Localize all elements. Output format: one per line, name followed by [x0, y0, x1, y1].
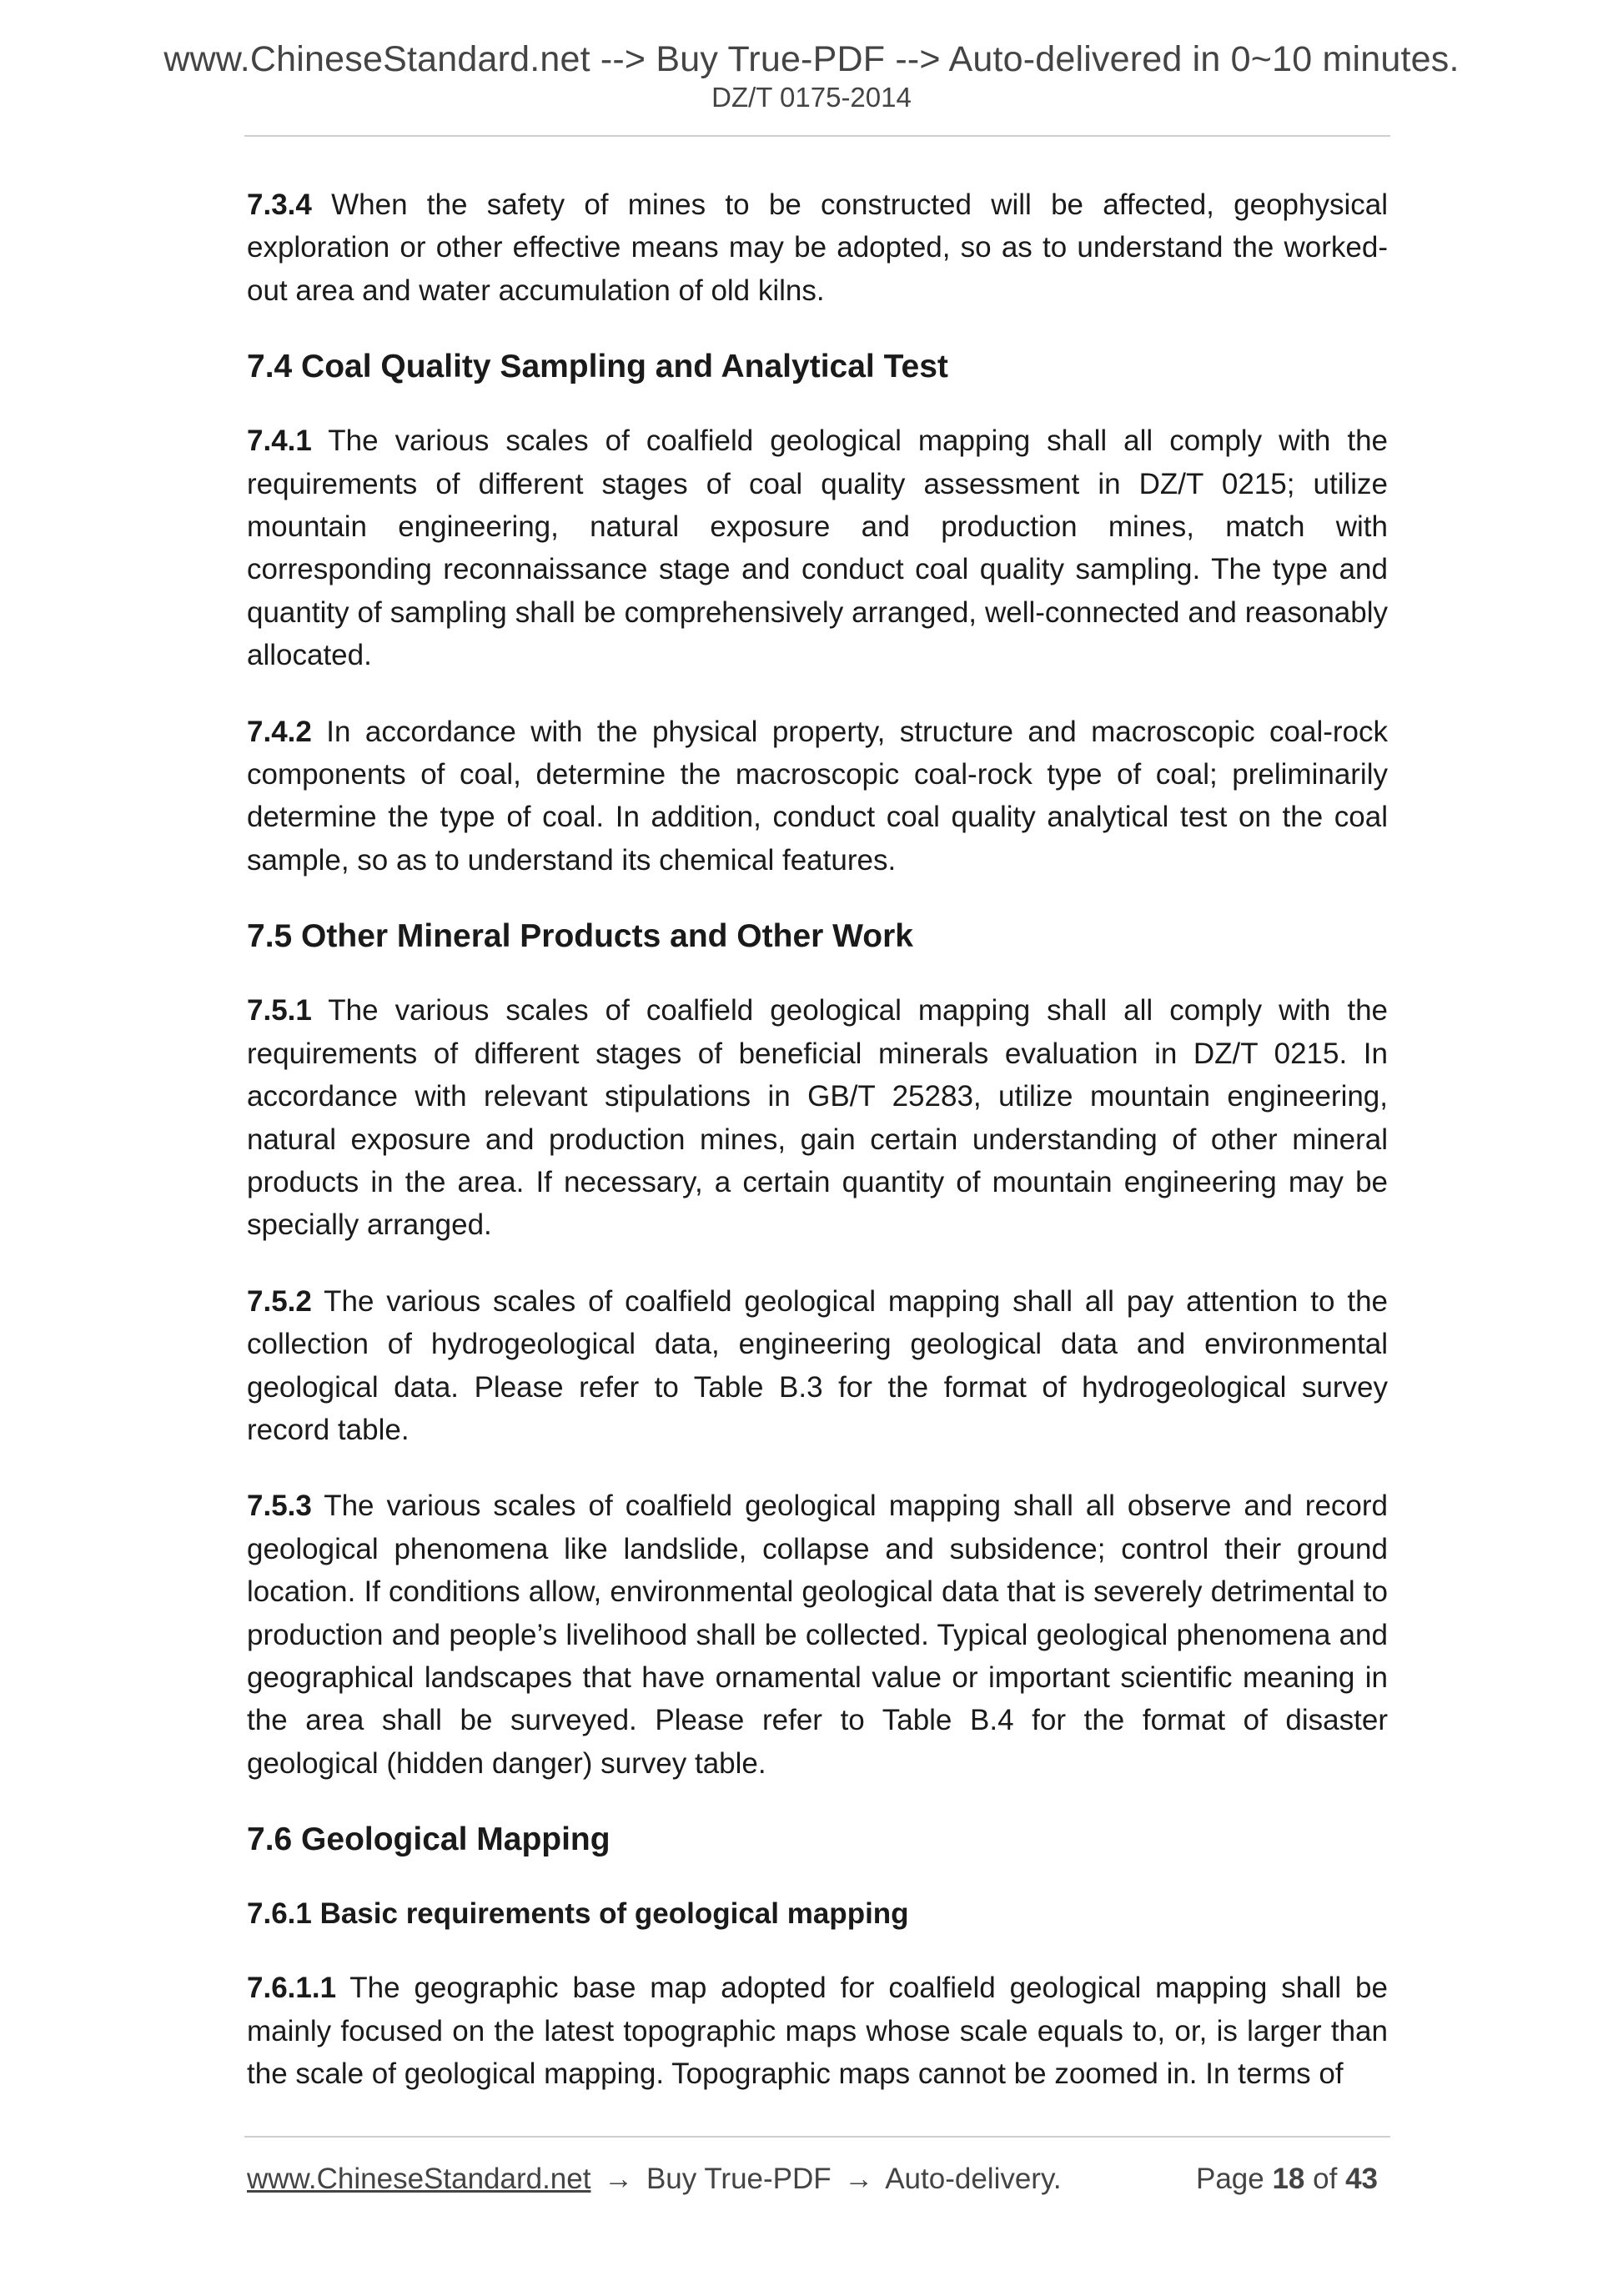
buy-text: Buy True-PDF [646, 2163, 832, 2195]
page-indicator [1196, 2160, 1378, 2198]
clause-7-4-2 [247, 711, 1388, 882]
clause-number: 7.4.1 [247, 425, 312, 458]
document-body [247, 183, 1388, 2128]
page-label: Page [1195, 2163, 1264, 2195]
site-link[interactable]: www.ChineseStandard.net [247, 2163, 591, 2195]
clause-7-5-2 [247, 1280, 1388, 1452]
clause-text: The various scales of coalfield geological mapping shall all pay attention to the collection of hydrogeological data, engineering geological data and environmental geological data. Please refer to Table B.3 for the format of hydrogeological survey record table. [247, 1284, 1388, 1446]
subsection-heading-7-6-1: 7.6.1 Basic requirements of geological mapping [247, 1897, 909, 1931]
section-heading-7-4: 7.4 Coal Quality Sampling and Analytical Test [247, 349, 948, 385]
clause-7-3-4 [247, 183, 1388, 312]
section-heading-7-5: 7.5 Other Mineral Products and Other Work [247, 918, 913, 955]
clause-7-5-1 [247, 989, 1388, 1246]
clause-text: The various scales of coalfield geological mapping shall all comply with the requirements of different stages of beneficial minerals evaluation in DZ/T 0215. In accordance with relevant stipulations in GB/T 25283, utilize mountain engineering, natural exposure and production mines, gain certain understanding of other mineral products in the area. If necessary, a certain quantity of mountain engineering may be specially arranged. [247, 994, 1388, 1242]
clause-text: When the safety of mines to be constructed will be affected, geophysical exploration or other effective means may be adopted, so as to understand the worked-out area and water accumulation of old kilns. [247, 188, 1388, 307]
clause-7-6-1-1 [247, 1967, 1388, 2095]
arrow-right-icon: → [604, 2163, 634, 2195]
page-current: 18 [1272, 2163, 1305, 2195]
delivery-text: Auto-delivery. [885, 2163, 1062, 2195]
standard-number: DZ/T 0175-2014 [711, 82, 912, 113]
header-divider [244, 135, 1390, 137]
clause-text: In accordance with the physical property, structure and macroscopic coal-rock components of coal, determine the macroscopic coal-rock type of coal; preliminarily determine the type of coal. In addition, conduct coal quality analytical test on the coal sample, so as to understand its chemical features. [247, 715, 1388, 877]
clause-text: The various scales of coalfield geological mapping shall all comply with the requirements of different stages of coal quality assessment in DZ/T 0215; utilize mountain engineering, natural exposure and production mines, match with corresponding reconnaissance stage and conduct coal quality sampling. The type and quantity of sampling shall be comprehensively arranged, well-connected and reasonably allocated. [247, 425, 1388, 672]
clause-text: The various scales of coalfield geological mapping shall all observe and record geological phenomena like landslide, collapse and subsidence; control their ground location. If conditions allow, environmental geological data that is severely detrimental to production and people’s livelihood shall be collected. Typical geological phenomena and geographical landscapes that have ornamental value or important scientific meaning in the area shall be surveyed. Please refer to Table B.4 for the format of disaster geological (hidden danger) survey table. [247, 1490, 1388, 1780]
clause-7-4-1 [247, 420, 1388, 676]
clause-number: 7.3.4 [247, 188, 312, 221]
page-footer [247, 2160, 1388, 2198]
page-of: of [1313, 2163, 1338, 2195]
clause-number: 7.4.2 [247, 715, 312, 748]
site-banner: www.ChineseStandard.net --> Buy True-PDF --> Auto-delivered in 0~10 minutes. [163, 39, 1460, 79]
clause-text: The geographic base map adopted for coalfield geological mapping shall be mainly focused on the latest topographic maps whose scale equals to, or, is larger than the scale of geological mapping. Topographic maps cannot be zoomed in. In terms of [247, 1972, 1388, 2090]
footer-divider [244, 2136, 1390, 2138]
page-total: 43 [1345, 2163, 1378, 2195]
section-heading-7-6: 7.6 Geological Mapping [247, 1821, 611, 1858]
clause-number: 7.5.3 [247, 1490, 312, 1523]
clause-7-5-3 [247, 1485, 1388, 1785]
clause-number: 7.6.1.1 [247, 1972, 337, 2005]
clause-number: 7.5.2 [247, 1284, 312, 1318]
arrow-right-icon: → [844, 2163, 874, 2195]
clause-number: 7.5.1 [247, 994, 312, 1027]
